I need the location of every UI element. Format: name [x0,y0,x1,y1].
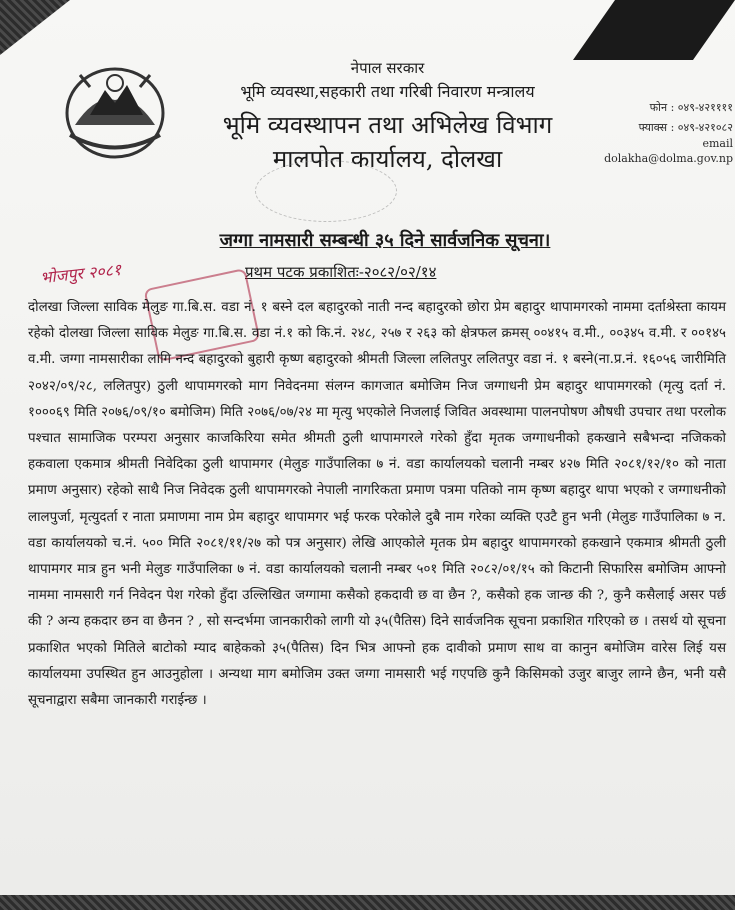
contact-fax: फ्याक्स : ०४९-४२१०८२ [638,121,733,134]
contact-email: dolakha@dolma.gov.np [604,152,733,165]
handwritten-note: भोजपुर २०८१ [39,259,123,288]
header-government: नेपाल सरकार [350,59,425,77]
notice-paragraph: दोलखा जिल्ला साविक मेलुङ गा.बि.स. वडा नं. १ बस्ने दल बहादुरको नाती नन्द बहादुरको छोरा प्रेम बहादुर थापामगरको नाममा दर्ताश्रेस्ता कायम रहेको दोलखा जिल्ला साविक मेलुङ गा.बि.स. वडा नं.१ को कि.नं. २४८, २५७ र २६३ को क्षेत्रफल क्रमस् ००४१५ व.मी., ००३४५ व.मी. र ००१४५ व.मी. जग्गा नामसारीका लागि नन्द बहादुरको बुहारी कृष्ण बहादुरको श्रीमती जिल्ला ललितपुर ललितपुर वडा नं. १ बस्ने(ना.प्र.नं. १६०५६ जारीमिति २०४२/०९/२८, ललितपुर) ठुली थापामगरको माग निवेदनमा संलग्न कागजात बमोजिम निज जग्गाधनी प्रेम बहादुर थापामगरको (मृत्यु दर्ता नं. १०००६९ मिति २०७६/०९/१० बमोजिम) मिति २०७६/०७/२४ मा मृत्यु भएकोले निजलाई जिवित अवस्थामा पालनपोषण औषधी उपचार तथा परलोक पश्चात सामाजिक परम्परा अनुसार काजकिरिया समेत श्रीमती ठुली थापामगरले गरेको हुँदा मृतक जग्गाधनीको हकखाने सबैभन्दा नजिकको हकवाला एकमात्र श्रीमती निवेदिका ठुली थापामगर (मेलुङ गाउँपालिका ७ नं. वडा कार्यालयको चलानी नम्बर ४२७ मिति २०८१/१२/१० को नाता प्रमाण अनुसार) रहेको साथै निज निवेदक ठुली थापामगरको नेपाली नागरिकता प्रमाण पत्रमा पतिको नाम कृष्ण बहादुर थापा भएको र जग्गाधनीको लालपुर्जा, मृत्युदर्ता र नाता प्रमाणमा नाम प्रेम बहादुर थापामगर भई फरक परेकोले दुबै नाम गरेका व्यक्ति एउटै हुन भनी (मेलुङ गाउँपालिका ७ न. वडा कार्यालयको च.नं. ५०० मिति २०८१/११/२७ को पत्र अनुसार) लेखि आएकोले मृतक प्रेम बहादुर थापामगरको हकखाने एकमात्र श्रीमती ठुली थापामगर मात्र हुन भनी मेलुङ गाउँपालिका ७ नं. वडा कार्यालयको चलानी नम्बर ५०१ मिति २०८२/०१/१५ को किटानी सिफारिस बमोजिम आफ्नो नाममा नामसारी गर्न निवेदन पेश गरेको हुँदा उल्लिखित जग्गामा कसैको हकदावी छ वा छैन ?, कसैको हक जान्छ की ?, कुनै कसैलाई असर पर्छ की ? अन्य हकदार छन वा छैनन ? , सो सन्दर्भमा जानकारीको लागी यो ३५(पैतिस) दिने सार्वजनिक सूचना प्रकाशित गरिएको छ । तसर्थ यो सूचना प्रकाशित भएको मितिले बाटोको म्याद बाहेकको ३५(पैतिस) दिन भित्र आफ्नो हक दावीको प्रमाण साथ वा कानुन बमोजिम वारेस लिई यस कार्यालयमा उपस्थित हुन आउनुहोला । अन्यथा माग बमोजिम उक्त जग्गा नामसारी भई गएपछि कुनै किसिमको उजुर बाजुर लाग्ने छैन, भनी यसै सूचनाद्वारा सबैमा जानकारी गराईन्छ । [28,300,726,709]
nepal-government-emblem-icon [55,55,175,165]
office-seal-stamp [255,160,397,222]
header-department: भूमि व्यवस्थापन तथा अभिलेख विभाग [222,111,553,139]
publication-date: प्रथम पटक प्रकाशितः-२०८२/०२/१४ [245,263,437,281]
contact-phone: फोन : ०४९-४२११११ [649,101,733,114]
notice-title: जग्गा नामसारी सम्बन्धी ३५ दिने सार्वजनिक सूचना। [219,230,551,251]
contact-email-label: email [702,137,733,150]
notice-body [28,295,726,714]
header-ministry: भूमि व्यवस्था,सहकारी तथा गरिबी निवारण मन्त्रालय [240,82,535,101]
header-office: मालपोत कार्यालय, दोलखा [272,145,503,173]
